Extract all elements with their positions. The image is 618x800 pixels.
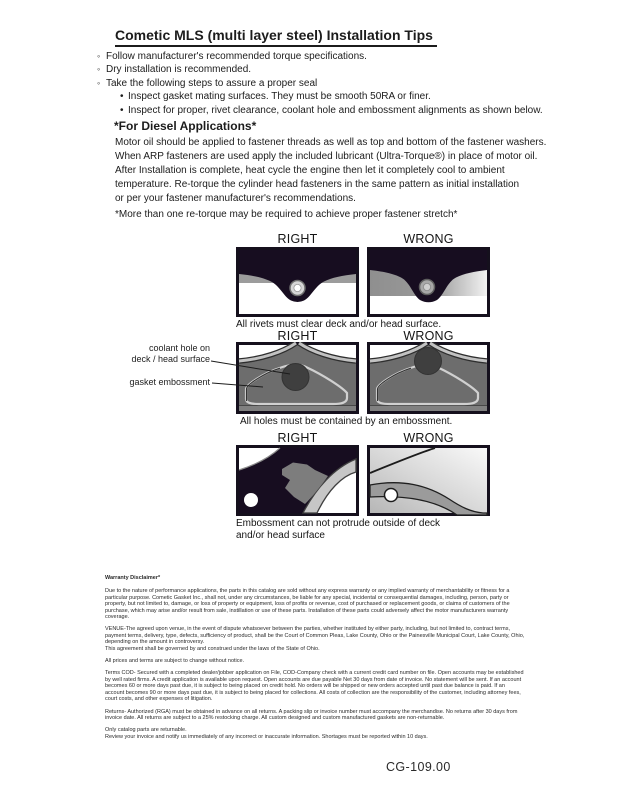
list-item — [97, 77, 543, 90]
page-code: CG-109.00 — [386, 760, 451, 774]
list-item-text: Inspect gasket mating surfaces. They must be smooth 50RA or finer. — [128, 91, 431, 103]
diesel-paragraph-1: Motor oil should be applied to fastener threads as well as top and bottom of the fastener washers. When ARP fasteners are used apply the included lubricant (Ultra-Torque®) in place of motor oil. — [115, 137, 547, 162]
circle-bullet-icon: ◦ — [97, 77, 101, 88]
list-item-text: Inspect for proper, rivet clearance, coolant hole and embossment alignments as shown below. — [128, 104, 543, 116]
dot-bullet-icon: • — [120, 104, 124, 116]
wrong-label-row3: WRONG — [403, 431, 454, 445]
circle-bullet-icon: ◦ — [97, 51, 101, 61]
wrong-label-row1: WRONG — [403, 232, 454, 246]
disclaimer-paragraph: This agreement shall be governed by and construed under the laws of the State of Ohio. — [105, 645, 320, 652]
list-item — [97, 104, 543, 117]
coolant-hole-callout: coolant hole on deck / head surface — [131, 343, 210, 364]
list-item-text: Dry installation is recommended. — [106, 64, 252, 76]
row2-caption: All holes must be contained by an embossment. — [240, 416, 453, 427]
list-item-text: Take the following steps to assure a proper seal — [106, 77, 318, 89]
retorque-note: *More than one re-torque may be required to achieve proper fastener stretch* — [115, 209, 458, 220]
disclaimer-heading: Warranty Disclaimer* — [105, 575, 161, 581]
disclaimer-paragraph: All prices and terms are subject to change without notice. — [105, 658, 245, 665]
installation-tips-list — [97, 50, 543, 117]
rivet-clearance-right-diagram — [236, 247, 359, 317]
circle-bullet-icon: ◦ — [97, 64, 101, 75]
rivet-clearance-wrong-diagram — [367, 247, 490, 317]
disclaimer-paragraph: Due to the nature of performance applications, the parts in this catalog are sold without any express warranty or any implied warranty of merchantability or fitness for a particular purpose. Cometic Gasket Inc., shall not, under any circumstances, be liable for any special, incidental or consequential damages, including, person, party or property, but not limited to, damage, or loss of property or equipment, loss of profits or revenue, cost of purchased or replacement goods, or claims of customers of the purchase, which may arise and/or result from sale, instillation or use of these parts. Installation of these parts could adversely affect the motor manufacturers warranty coverage. — [105, 588, 510, 621]
disclaimer-paragraph: VENUE-The agreed upon venue, in the event of dispute whatsoever between the parties, whether instituted by either party, including, but not limited to, contract terms, payment terms, delivery, type, defects, sufficiency of product, shall be the Court of Common Pleas, Lake County, Ohio or the Painesville Municipal Court, Lake County, Ohio, depending on the amount in controversy. — [105, 626, 525, 646]
disclaimer-paragraph: Terms COD- Secured with a completed dealer/jobber application on File, COD-Company check with a current credit card number on file. Open accounts may be established by well rated firms. A credit application is available upon request. Open accounts are due payable Net 30 days from date of invoice. No statement will be sent. If an account becomes 60 or more days past due, it is subject to being placed on credit hold. No orders will be shipped or new orders accepted until past due balance is paid. If an account becomes 90 or more days past due, it is subject to being placed for collections. All costs of collection are the responsibility of the customer, including attorney fees, court costs, and other expenses of litigation. — [105, 670, 524, 703]
row3-caption-line1: Embossment can not protrude outside of deck — [236, 518, 441, 529]
list-item — [97, 50, 543, 63]
diesel-applications-heading: *For Diesel Applications* — [114, 119, 257, 133]
disclaimer-paragraph: Returns- Authorized (RGA) must be obtained in advance on all returns. A packing slip or invoice number must accompany the merchandise. No returns after 30 days from invoice date. All returns are subject to a 25% restocking charge. All custom designed and custom manufactured gaskets are non-returnable. — [105, 708, 518, 721]
row3-caption-line2: and/or head surface — [236, 530, 325, 541]
right-label-row3: RIGHT — [277, 431, 318, 445]
right-label-row1: RIGHT — [277, 232, 318, 246]
warranty-disclaimer — [105, 575, 525, 746]
row1-caption: All rivets must clear deck and/or head surface. — [236, 319, 442, 330]
disclaimer-paragraph: Review your invoice and notify us immediately of any incorrect or inaccurate information. Shortages must be reported within 10 days. — [105, 733, 428, 740]
embossment-containment-right-diagram — [236, 342, 359, 414]
list-item — [97, 63, 543, 76]
diesel-paragraph-2: After Installation is complete, heat cycle the engine then let it completely cool to ambient temperature. Re-torque the cylinder head fasteners in the same pattern as initial installation or per your fastener manufacturer's recommendations. — [115, 165, 520, 204]
list-item-text: Follow manufacturer's recommended torque specifications. — [106, 51, 367, 62]
disclaimer-paragraph: Only catalog parts are returnable. — [105, 727, 187, 734]
right-label-row2: RIGHT — [277, 329, 318, 343]
page-title: Cometic MLS (multi layer steel) Installation Tips — [115, 27, 437, 47]
embossment-protrusion-right-diagram — [236, 445, 359, 516]
list-item — [97, 90, 543, 103]
embossment-containment-wrong-diagram — [367, 342, 490, 414]
wrong-label-row2: WRONG — [403, 329, 454, 343]
embossment-protrusion-wrong-diagram — [367, 445, 490, 516]
dot-bullet-icon: • — [120, 91, 124, 103]
gasket-embossment-callout: gasket embossment — [129, 377, 210, 387]
